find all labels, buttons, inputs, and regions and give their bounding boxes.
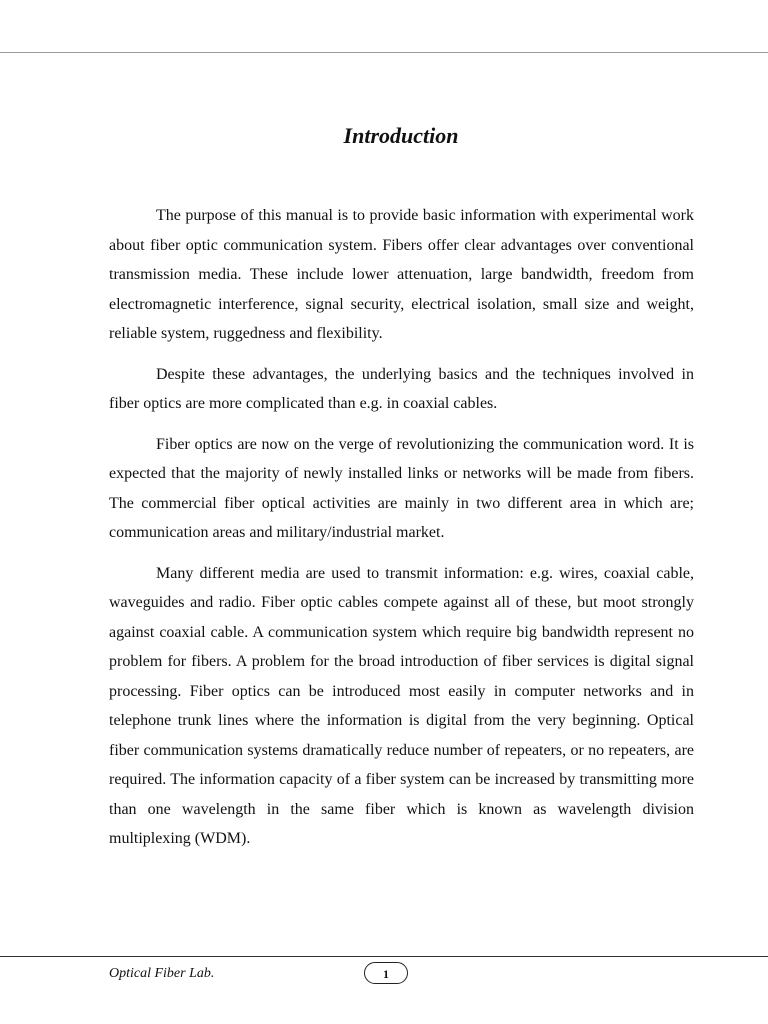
body-text [109,201,694,865]
paragraph-4: Many different media are used to transmit information: e.g. wires, coaxial cable, waveguides and radio. Fiber optic cables compete against all of these, but moot strongly against coaxial cable. A communication system which require big bandwidth represent no problem for fibers. A problem for the broad introduction of fiber services is digital signal processing. Fiber optics can be introduced most easily in computer networks and in telephone trunk lines where the information is digital from the very beginning. Optical fiber communication systems dramatically reduce number of repeaters, or no repeaters, are required. The information capacity of a fiber system can be increased by transmitting more than one wavelength in the same fiber which is known as wavelength division multiplexing (WDM). [109,564,694,847]
paragraph-3: Fiber optics are now on the verge of revolutionizing the communication word. It is expected that the majority of newly installed links or networks will be made from fibers. The commercial fiber optical activities are mainly in two different area in which are; communication areas and military/industrial market. [109,435,694,541]
footer-lab-name: Optical Fiber Lab. [109,966,215,981]
footer-rule [0,956,768,957]
page-number-badge: 1 [364,962,408,984]
header-rule [0,52,768,53]
paragraph-1: The purpose of this manual is to provide basic information with experimental work about fiber optic communication system. Fibers offer clear advantages over conventional transmission media. These include lower attenuation, large bandwidth, freedom from electromagnetic interference, signal security, electrical isolation, small size and weight, reliable system, ruggedness and flexibility. [109,207,694,342]
paragraph-2: Despite these advantages, the underlying basics and the techniques involved in fiber optics are more complicated than e.g. in coaxial cables. [109,365,694,412]
page-title: Introduction [343,123,459,148]
